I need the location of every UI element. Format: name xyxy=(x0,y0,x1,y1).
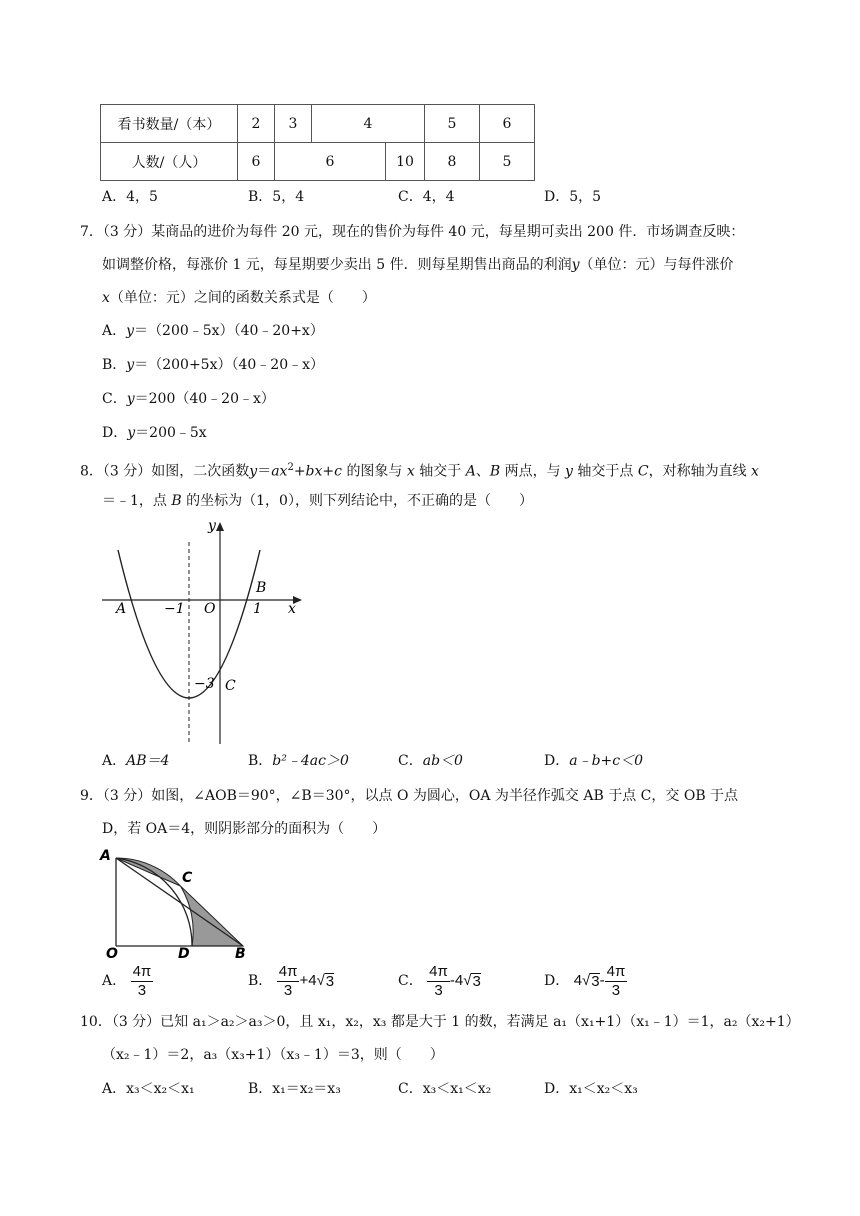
q10-option-c[interactable]: C．x₃＜x₁＜x₂ xyxy=(398,1081,492,1097)
radicand: 3 xyxy=(325,972,335,990)
d-lead-coefficient: 4 xyxy=(573,972,583,989)
table-cell: 8 xyxy=(425,143,480,181)
y-axis-arrow xyxy=(216,522,224,531)
q9-option-b-prefix: B． xyxy=(248,973,273,989)
q8-option-d[interactable]: D．a﹣b+c＜0 xyxy=(544,753,644,769)
q7-option-c-text: 200（40﹣20﹣x） xyxy=(148,391,275,407)
graph-label-y: y xyxy=(208,518,216,534)
table-row xyxy=(101,105,535,143)
shaded-region-top xyxy=(116,858,180,886)
graph-label-a: A xyxy=(116,601,127,617)
q8-text: ，对称轴为直线 xyxy=(648,463,747,480)
q10-option-b[interactable]: B．x₁＝x₂＝x₃ xyxy=(248,1081,341,1097)
q8-option-c-text: ab＜0 xyxy=(422,753,463,769)
q8-option-d-text: a﹣b+c＜0 xyxy=(569,753,644,769)
q8-text: ＝﹣1，点 xyxy=(102,493,167,509)
table-cell: 5 xyxy=(425,105,480,143)
table-cell: 5 xyxy=(480,143,535,181)
fraction xyxy=(605,963,628,1000)
sector-figure xyxy=(96,846,260,958)
table-cell: 10 xyxy=(386,143,425,181)
fig-label-o: O xyxy=(106,946,118,958)
q7-option-a[interactable]: A．y＝（200﹣5x）（40﹣20+x） xyxy=(102,323,324,339)
q9-option-a-prefix: A． xyxy=(102,973,127,989)
fraction-denominator: 3 xyxy=(434,981,443,999)
fig-label-c: C xyxy=(182,870,193,886)
q8-option-a[interactable]: A．AB＝4 xyxy=(102,753,170,769)
minus-term: -4 xyxy=(449,972,464,989)
q7-option-d-text: 200﹣5x xyxy=(149,425,207,441)
q7-text: （单位：元）之间的函数关系式是（ ） xyxy=(109,290,376,306)
minus-sign: - xyxy=(599,972,605,989)
q8-text: 轴交于点 xyxy=(577,463,634,480)
q6-option-d[interactable]: D．5，5 xyxy=(544,189,602,205)
table-row xyxy=(101,143,535,181)
graph-label-x: x xyxy=(288,601,296,617)
sqrt-symbol: √ xyxy=(316,972,325,989)
fraction xyxy=(427,963,450,1000)
graph-label-o: O xyxy=(204,601,216,617)
fraction-denominator: 3 xyxy=(137,981,147,999)
table-cell: 6 xyxy=(275,143,386,181)
q7-text: （单位：元）与每件涨价 xyxy=(579,257,734,273)
q7-line-1: 7．（3 分）某商品的进价为每件 20 元，现在的售价为每件 40 元，每星期可卖出 200 件．市场调查反映： xyxy=(80,224,745,240)
q6-option-b[interactable]: B．5，4 xyxy=(248,189,305,205)
q8-line-1: 8．（3 分）如图，二次函数$y=ax^2+bx+c$ 的图象与 x 轴交于 A、B 两点，与 y 轴交于点 C，对称轴为直线 x xyxy=(80,462,759,480)
q9-option-b[interactable] xyxy=(248,962,334,1000)
q7-text: 如调整价格，每涨价 1 元，每星期要少卖出 5 件．则每星期售出商品的利润 xyxy=(102,257,572,273)
sqrt-symbol: √ xyxy=(463,972,472,989)
shaded-region-bottom xyxy=(180,886,243,946)
q10-option-d[interactable]: D．x₁＜x₂＜x₃ xyxy=(544,1081,638,1097)
fraction-numerator: 4π xyxy=(606,962,626,980)
radicand: 3 xyxy=(472,972,481,990)
q9-option-d-prefix: D． xyxy=(544,973,570,989)
q8-line-2: ＝﹣1，点 B 的坐标为（1，0），则下列结论中，不正确的是（ ） xyxy=(102,493,533,509)
parabola-graph xyxy=(96,512,310,748)
q6-option-c[interactable]: C．4，4 xyxy=(398,189,455,205)
q7-option-a-text: （200﹣5x）（40﹣20+x） xyxy=(148,323,324,339)
q7-line-3: x（单位：元）之间的函数关系式是（ ） xyxy=(102,290,376,306)
q9-line-1: 9．（3 分）如图，∠AOB＝90°，∠B＝30°，以点 O 为圆心，OA 为半径作弧交 AB 于点 C，交 OB 于点 xyxy=(80,788,739,804)
table-cell: 2 xyxy=(238,105,275,143)
data-table xyxy=(100,104,535,181)
q9-option-a[interactable] xyxy=(102,962,153,1000)
segment-ab xyxy=(116,858,243,946)
fraction-denominator: 3 xyxy=(611,981,621,999)
q10-option-a[interactable]: A．x₃＜x₂＜x₁ xyxy=(102,1081,195,1097)
q8-option-a-text: AB＝4 xyxy=(126,753,170,769)
graph-label-c: C xyxy=(225,678,236,694)
graph-label-b: B xyxy=(256,580,267,596)
q10-line-2: （x₂﹣1）＝2，a₃（x₃+1）（x₃﹣1）＝3，则（ ） xyxy=(102,1047,444,1063)
fig-label-d: D xyxy=(178,946,190,958)
fraction xyxy=(131,963,154,1000)
q7-option-b-text: （200+5x）（40﹣20﹣x） xyxy=(148,357,324,373)
table-cell: 3 xyxy=(275,105,312,143)
q9-option-d[interactable] xyxy=(544,962,627,1000)
fraction-numerator: 4π xyxy=(132,962,152,980)
graph-label-neg1: −1 xyxy=(164,601,185,617)
q9-option-c-prefix: C． xyxy=(398,973,423,989)
q8-text: 8．（3 分）如图，二次函数 xyxy=(80,463,250,480)
fig-label-a: A xyxy=(100,848,111,864)
table-header-cell: 人数/（人） xyxy=(101,143,238,181)
table-header-cell: 看书数量/（本） xyxy=(101,105,238,143)
graph-label-1: 1 xyxy=(253,601,262,617)
q8-text: 的图象与 xyxy=(346,463,403,480)
fig-label-b: B xyxy=(235,946,246,958)
fraction xyxy=(277,963,300,1000)
fraction-numerator: 4π xyxy=(278,962,298,980)
q8-text: 两点，与 xyxy=(504,463,561,480)
q10-line-1: 10．（3 分）已知 a₁＞a₂＞a₃＞0，且 x₁，x₂，x₃ 都是大于 1 的数，若满足 a₁（x₁+1）（x₁﹣1）＝1，a₂（x₂+1） xyxy=(80,1014,800,1030)
sqrt-symbol: √ xyxy=(582,972,591,989)
q7-option-b[interactable]: B．y＝（200+5x）（40﹣20﹣x） xyxy=(102,357,324,373)
fraction-denominator: 3 xyxy=(283,981,293,999)
plus-term: +4 xyxy=(299,972,317,989)
q8-text: 的坐标为（1，0），则下列结论中，不正确的是（ ） xyxy=(186,493,533,509)
fraction-numerator: 4π xyxy=(429,962,448,980)
q6-option-a[interactable]: A．4，5 xyxy=(102,189,158,205)
q9-line-2: D，若 OA＝4，则阴影部分的面积为（ ） xyxy=(102,821,387,837)
q7-option-d[interactable]: D．y＝200﹣5x xyxy=(102,425,207,441)
q7-line-2: 如调整价格，每涨价 1 元，每星期要少卖出 5 件．则每星期售出商品的利润y（单位：元）与每件涨价 xyxy=(102,257,734,273)
q8-option-c[interactable]: C．ab＜0 xyxy=(398,753,463,769)
q8-option-b[interactable]: B．b²﹣4ac＞0 xyxy=(248,753,349,769)
table-cell: 6 xyxy=(238,143,275,181)
table-cell: 4 xyxy=(312,105,425,143)
q7-option-c[interactable]: C．y＝200（40﹣20﹣x） xyxy=(102,391,275,407)
q9-option-c[interactable] xyxy=(398,962,481,1000)
q8-option-b-text: b²﹣4ac＞0 xyxy=(272,753,349,769)
graph-label-neg3: −3 xyxy=(194,676,215,692)
table-cell: 6 xyxy=(480,105,535,143)
radicand: 3 xyxy=(591,972,600,990)
q8-text: 轴交于 xyxy=(419,463,462,480)
